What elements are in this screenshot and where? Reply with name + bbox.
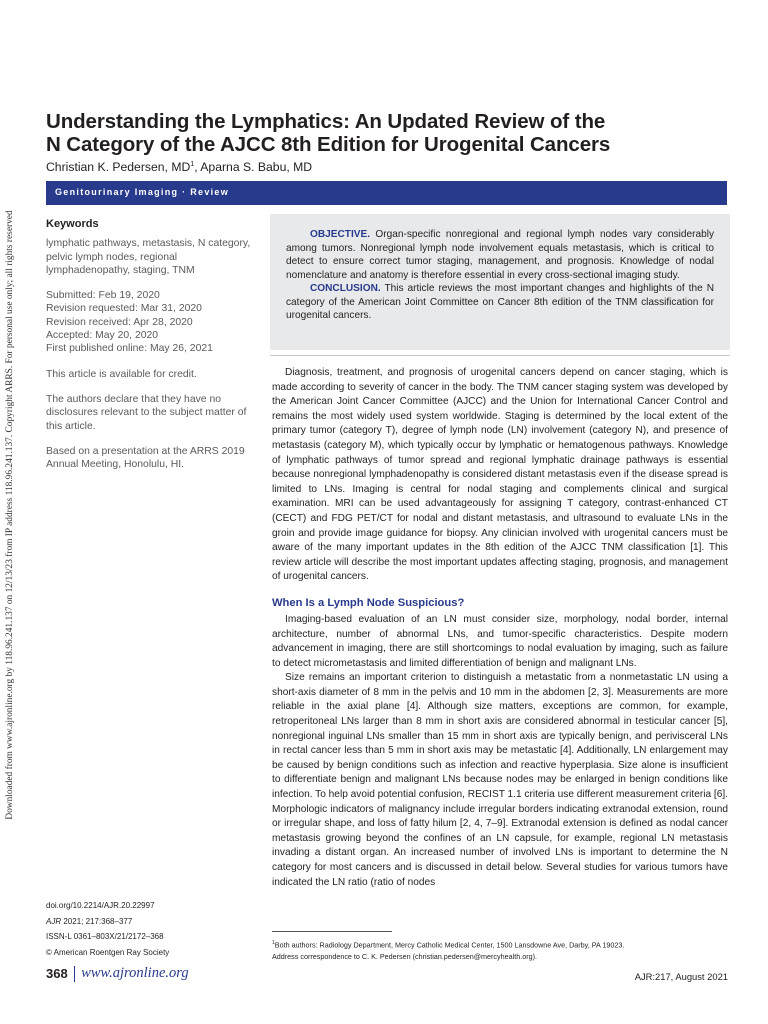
page-number: 368	[46, 966, 68, 981]
journal-site-link[interactable]: www.ajronline.org	[81, 965, 189, 981]
objective-text: Organ-specific nonregional and regional lymph nodes vary considerably among tumors. Nonregional lymph node involvement equals metastasis, which is critical to detect to ensure correct tumor staging, management, and prognosis. Knowledge of nodal nomenclature and anatomy is therefore essential in every cross-sectional imaging study.	[286, 229, 714, 281]
credit-note: This article is available for credit.	[46, 368, 197, 380]
abstract-objective	[286, 228, 714, 282]
folio-divider	[74, 966, 76, 982]
article-sidebar	[46, 218, 256, 483]
footnote	[272, 937, 728, 963]
keywords-heading: Keywords	[46, 218, 99, 230]
citation-journal: AJR	[46, 916, 62, 926]
footnote-correspondence: Address correspondence to C. K. Pedersen (christian.pedersen@mercyhealth.org).	[272, 952, 537, 962]
journal-issue-date: AJR:217, August 2021	[634, 971, 728, 982]
conclusion-label: CONCLUSION.	[310, 283, 381, 294]
download-watermark-text: Downloaded from www.ajronline.org by 118.96.241.137 on 12/13/23 from IP address 118.96.241.137. Copyright ARRS. For personal use only; all rights reserved	[5, 210, 15, 820]
footnote-rule	[272, 931, 392, 932]
abstract-box	[270, 214, 730, 350]
keywords-list: lymphatic pathways, metastasis, N category, pelvic lymph nodes, regional lymphadenopathy, staging, TNM	[46, 238, 251, 276]
objective-label: OBJECTIVE.	[310, 229, 371, 240]
author-2: Aparna S. Babu, MD	[200, 160, 313, 174]
copyright: © American Roentgen Ray Society	[46, 947, 170, 957]
citation-block	[46, 898, 256, 960]
date-revision-received: Revision received: Apr 28, 2020	[46, 316, 193, 328]
title-line-1: Understanding the Lymphatics: An Updated Review of the	[46, 110, 606, 133]
footnote-affiliation-text: Both authors: Radiology Department, Mercy Catholic Medical Center, 1500 Lansdowne Ave, Darby, PA 19023.	[274, 940, 625, 950]
date-revision-requested: Revision requested: Mar 31, 2020	[46, 303, 202, 315]
section-label: Genitourinary Imaging · Review	[55, 187, 230, 197]
issn: ISSN-L 0361–803X/21/2172–368	[46, 932, 164, 942]
doi-link[interactable]: doi.org/10.2214/AJR.20.22997	[46, 901, 155, 910]
abstract-conclusion	[286, 282, 714, 323]
citation-details: 2021; 217:368–377	[61, 916, 133, 926]
article-history	[46, 289, 256, 355]
citation	[46, 914, 256, 930]
date-published-online: First published online: May 26, 2021	[46, 343, 213, 355]
footnote-mark: 1	[272, 940, 275, 946]
body-paragraph-1: Imaging-based evaluation of an LN must consider size, morphology, nodal border, internal architecture, number of abnormal LNs, and tumor-specific characteristics. Despite modern advancement in imaging, there are still shortcomings to nodal evaluation by imaging, such as failure to detect micrometastasis and limited differentiation of benign and malignant LNs.	[272, 613, 728, 669]
author-1: Christian K. Pedersen, MD	[46, 160, 191, 174]
page-footer-left	[46, 965, 189, 982]
presentation-note: Based on a presentation at the ARRS 2019 Annual Meeting, Honolulu, HI.	[46, 445, 245, 471]
section-banner	[46, 181, 727, 205]
intro-paragraph: Diagnosis, treatment, and prognosis of urogenital cancers depend on cancer staging, which is made according to severity of cancer in the body. The TNM cancer staging system was developed by the American Joint Cancer Committee (AJCC) and the Union for International Cancer Control and remains the most widely used system worldwide. Staging is determined by the local extent of the primary tumor (category T), degree of lymph node (LN) involvement (category N), and presence of metastasis (category M), which typically occur by lymphatic or hematogenous pathways. Knowledge of lymphatic pathways of tumor spread and regional lymphatic drainage pathways is essential because nonregional lymphadenopathy is considered distant metastasis even if the disease spread is limited to LNs. Imaging is central for nodal staging and complements clinical and surgical examination. MRI can be used advantageously for assigning T category, contrast-enhanced CT (CECT) and FDG PET/CT for nodal and distant metastasis, and ultrasound to evaluate LNs in the groin and provide image guidance for biopsy. Any clinician involved with urogenital cancers must be aware of the many important updates in the 8th edition of the AJCC TNM classification [1]. This review article will describe the most important updates affecting staging, prognosis, and management of urogenital cancers.	[272, 367, 728, 583]
footnote-affiliation	[272, 937, 728, 951]
author-1-affiliation-mark: 1	[190, 160, 195, 168]
section-heading: When Is a Lymph Node Suspicious?	[272, 596, 465, 609]
date-accepted: Accepted: May 20, 2020	[46, 330, 159, 342]
disclosure-note: The authors declare that they have no disclosures relevant to the subject matter of this article.	[46, 393, 247, 432]
title-line-2: N Category of the AJCC 8th Edition for Urogenital Cancers	[46, 133, 611, 156]
conclusion-text: This article reviews the most important changes and highlights of the N category of the American Joint Committee on Cancer 8th edition of the TNM classification for urogenital cancers.	[286, 283, 714, 321]
article-title	[46, 110, 736, 156]
article-body	[272, 366, 728, 890]
date-submitted: Submitted: Feb 19, 2020	[46, 290, 160, 302]
author-separator: ,	[194, 160, 201, 174]
author-list	[46, 160, 312, 174]
abstract-divider	[270, 355, 730, 356]
body-paragraph-2: Size remains an important criterion to distinguish a metastatic from a nonmetastatic LN using a short-axis diameter of 8 mm in the pelvis and 10 mm in the abdomen [2, 3]. Measurements are more reliable in the axial plane [4]. Although size matters, exceptions are common, for example, retroperitoneal LNs larger than 8 mm in short axis are considered abnormal in testicular cancer [5], nonregional inguinal LNs smaller than 15 mm in short axis are typically benign, and perivisceral LNs in rectal cancer less than 5 mm in short axis may be metastatic [4]. Additionally, LN enlargement may be caused by benign conditions such as infection and reactive hyperplasia. Size alone is insufficient to differentiate benign and malignant LNs because nodes may be enlarged in benign conditions like infection. To help avoid potential confusion, RECIST 1.1 criteria use different measurement criteria [6]. Morphologic indicators of malignancy include irregular borders indicating extranodal extension, round or irregular shape, and loss of fatty hilum [2, 4, 7–9]. Extranodal extension is defined as nodal cancer metastasis growing beyond the confines of an LN capsule, for example, regional LN metastasis invading a distant organ. An increased number of involved LNs is important to determine the N category for most cancers and is discussed in detail below. Several studies for various tumors have indicated the LN ratio (ratio of nodes	[272, 672, 728, 888]
download-watermark	[3, 170, 17, 860]
